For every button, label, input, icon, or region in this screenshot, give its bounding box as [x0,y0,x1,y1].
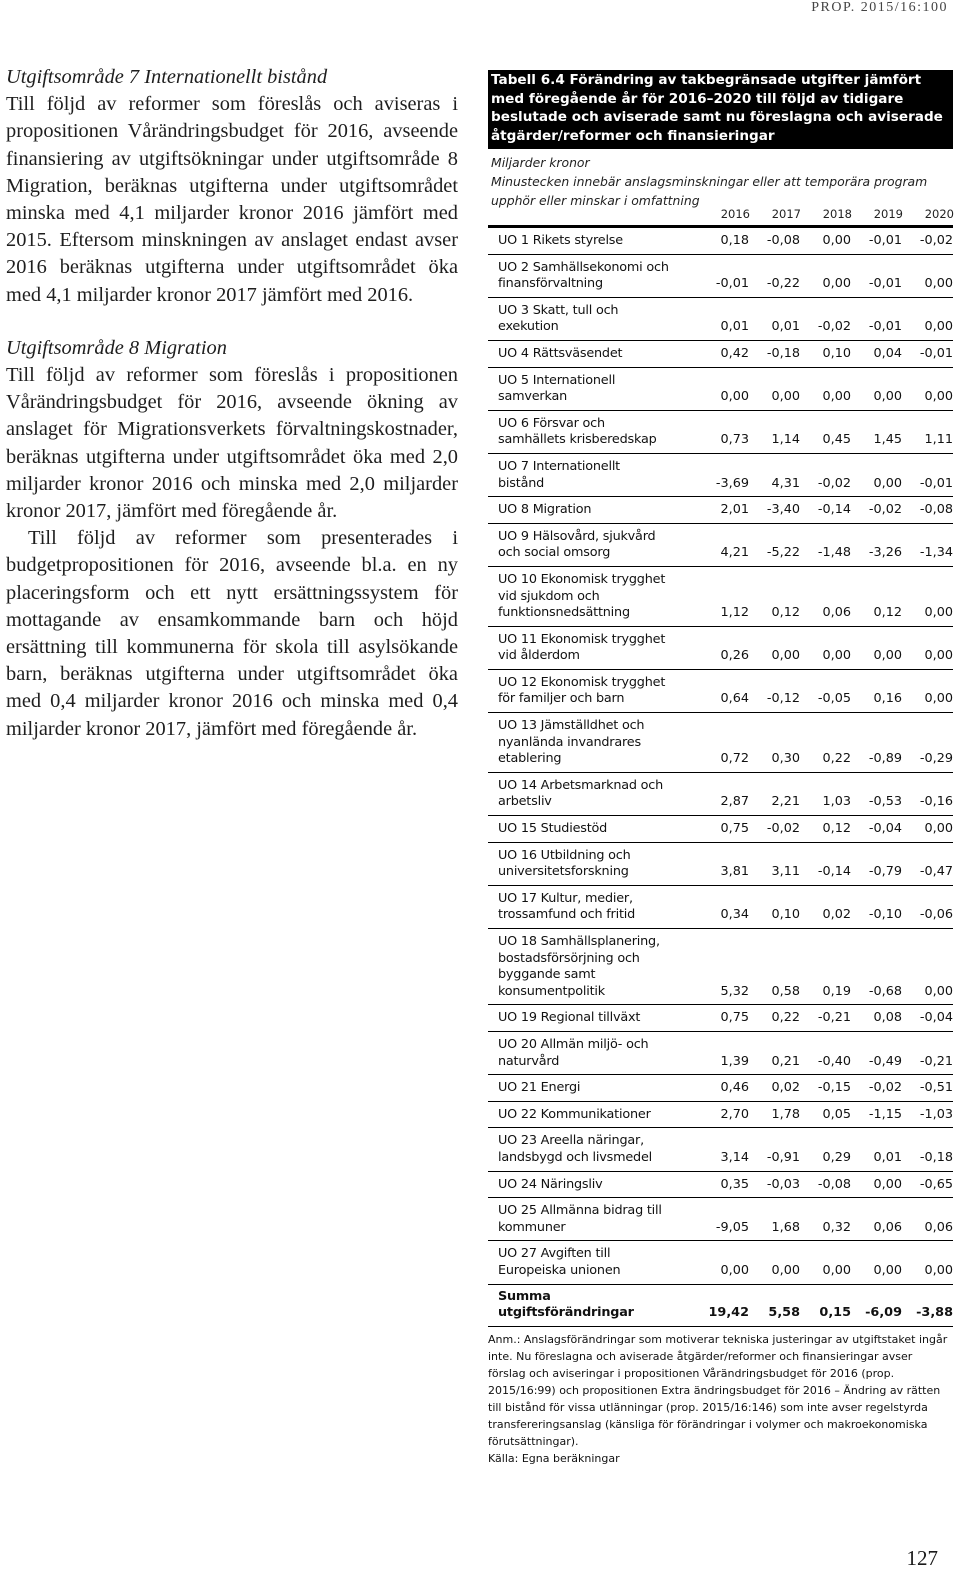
row-value: -0,22 [766,276,800,292]
row-value: 0,00 [822,1262,851,1278]
row-value: -0,02 [817,319,851,335]
row-value: -1,34 [919,545,953,561]
row-value: 3,81 [720,864,749,880]
row-value: 0,05 [822,1106,851,1122]
row-value: 0,42 [720,345,749,361]
row-value: 0,35 [720,1176,749,1192]
table-row [488,627,953,669]
row-value: -0,08 [919,502,953,518]
row-value: -0,12 [766,691,800,707]
row-label: UO 12 Ekonomisk trygghet för familjer och barn [498,674,666,707]
row-value: 1,39 [720,1053,749,1069]
table-row [488,368,953,410]
year-header: 2016 [720,207,750,221]
row-value: 0,12 [822,821,851,837]
row-value: -0,04 [868,821,902,837]
row-value: -3,26 [868,545,902,561]
row-value: 1,11 [924,432,953,448]
row-value: 0,30 [771,751,800,767]
row-value: -0,29 [919,751,953,767]
document-reference: PROP. 2015/16:100 [811,0,948,15]
row-value: 0,10 [822,345,851,361]
row-label: UO 6 Försvar och samhällets krisberedskap [498,415,657,448]
row-label: UO 21 Energi [498,1080,581,1096]
row-label: UO 11 Ekonomisk trygghet vid ålderdom [498,631,666,664]
paragraph-uo8-2: Till följd av reformer som presenterades i budgetpropositionen för 2016, avseende bl.a. en ny placeringsform och ett nytt ersättningssystem för mottagande av ensamkommande barn och höjd ersättning till kommunerna för skola till asylsökande barn, beräknas utgifterna under utgiftsområdet öka med 0,4 miljarder kronor 2016 och minska med 0,4 miljarder kronor 2017, jämfört med föregående år. [6,527,458,740]
table-unit: Miljarder kronor [491,155,590,170]
table-title: Tabell 6.4 Förändring av takbegränsade utgifter jämfört med föregående år för 2016–2020 till följd av tidigare beslutade och aviserade samt nu föreslagna och aviserade åtgärder/reformer och finansieringar [488,70,953,149]
table-bottom-rule [488,1326,953,1327]
row-value: -0,10 [868,907,902,923]
table-row [488,1241,953,1283]
row-value: 0,02 [822,907,851,923]
row-value: -0,02 [868,502,902,518]
row-value: 0,22 [822,751,851,767]
table-body [488,228,953,1326]
table-source: Källa: Egna beräkningar [488,1451,620,1465]
row-value: -0,01 [868,233,902,248]
row-value: -1,03 [919,1106,953,1122]
row-value: 0,01 [771,319,800,335]
row-value: 0,00 [924,389,953,405]
row-value: 0,00 [924,983,953,999]
table-row [488,816,953,842]
row-value: -5,22 [766,545,800,561]
table-row [488,454,953,496]
row-value: -0,40 [817,1053,851,1069]
row-label: Summa utgiftsförändringar [498,1288,634,1321]
year-header: 2020 [924,207,954,221]
row-value: 3,14 [720,1149,749,1165]
row-value: -0,21 [919,1053,953,1069]
row-value: 0,00 [771,648,800,664]
row-value: 1,78 [771,1106,800,1122]
row-value: 1,45 [873,432,902,448]
row-value: -0,79 [868,864,902,880]
row-value: -3,88 [916,1305,953,1321]
row-value: 0,00 [924,691,953,707]
table-row [488,524,953,566]
row-value: -0,14 [817,864,851,880]
row-value: -0,01 [919,345,953,361]
row-value: -0,65 [919,1176,953,1192]
row-value: 0,00 [873,1262,902,1278]
row-value: 0,00 [822,648,851,664]
row-value: -9,05 [715,1219,749,1235]
table-row [488,773,953,815]
row-value: -1,15 [868,1106,902,1122]
row-value: -0,53 [868,794,902,810]
row-value: 0,12 [873,605,902,621]
row-value: 0,15 [819,1305,851,1321]
row-value: 1,68 [771,1219,800,1235]
body-text-column [6,64,458,743]
row-value: 0,00 [873,1176,902,1192]
row-value: -0,05 [817,691,851,707]
paragraph-uo7: Till följd av reformer som föreslås och aviseras i propositionen Vårändringsbudget för 2016, avseende finansiering av utgiftsökningar under utgiftsområde 8 Migration, beräknas utgifterna under utgiftsområdet minska med 4,1 miljarder kronor 2016 jämfört med 2015. Eftersom minskningen av anslaget endast avser 2016 beräknas utgifterna under utgiftsområdet öka med 4,1 miljarder kronor 2017 jämfört med 2016. [6,93,458,306]
table-row [488,567,953,626]
row-value: 4,21 [720,545,749,561]
table-row [488,1102,953,1128]
table-row [488,1172,953,1198]
row-label: UO 18 Samhällsplanering, bostadsförsörjning och byggande samt konsumentpolitik [498,934,660,999]
row-value: 3,11 [771,864,800,880]
row-value: 0,06 [873,1219,902,1235]
row-value: 1,03 [822,794,851,810]
row-value: -0,16 [919,794,953,810]
row-value: 0,00 [822,276,851,292]
row-value: 19,42 [708,1305,749,1321]
row-value: -3,40 [766,502,800,518]
section-heading-uo8: Utgiftsområde 8 Migration [6,336,227,359]
row-value: 0,00 [924,648,953,664]
row-value: -0,18 [766,345,800,361]
row-value: 0,64 [720,691,749,707]
row-value: -0,06 [919,907,953,923]
table-row [488,1032,953,1074]
row-value: 1,14 [771,432,800,448]
year-header: 2017 [771,207,801,221]
table-row [488,713,953,772]
row-value: 0,00 [873,389,902,405]
row-label: UO 16 Utbildning och universitetsforskning [498,847,631,880]
row-value: 0,18 [720,233,749,248]
row-label: UO 8 Migration [498,502,592,518]
row-value: -0,01 [868,319,902,335]
row-label: UO 20 Allmän miljö- och naturvård [498,1036,649,1069]
row-value: -0,14 [817,502,851,518]
row-label: UO 7 Internationellt bistånd [498,458,620,491]
year-header: 2018 [822,207,852,221]
year-header: 2019 [873,207,903,221]
row-value: -0,91 [766,1149,800,1165]
row-value: 0,46 [720,1080,749,1096]
row-value: -0,02 [766,821,800,837]
row-label: UO 5 Internationell samverkan [498,372,616,405]
row-value: 0,10 [771,907,800,923]
table-row [488,1005,953,1031]
row-value: -0,89 [868,751,902,767]
row-value: 0,08 [873,1010,902,1026]
row-label: UO 10 Ekonomisk trygghet vid sjukdom och funktionsnedsättning [498,571,666,621]
row-value: 0,75 [720,1010,749,1026]
row-value: 0,06 [822,605,851,621]
row-value: -0,01 [715,276,749,292]
row-value: -0,02 [919,233,953,248]
table-row [488,255,953,297]
row-label: UO 14 Arbetsmarknad och arbetsliv [498,777,664,810]
row-label: UO 2 Samhällsekonomi och finansförvaltning [498,259,669,292]
row-label: UO 17 Kultur, medier, trossamfund och fritid [498,890,636,923]
page-number: 127 [906,1546,938,1570]
row-value: 0,21 [771,1053,800,1069]
row-value: 0,75 [720,821,749,837]
row-value: -0,01 [868,276,902,292]
row-value: -0,01 [919,475,953,491]
row-value: 0,00 [924,821,953,837]
row-value: 0,58 [771,983,800,999]
row-value: 0,34 [720,907,749,923]
row-value: 0,06 [924,1219,953,1235]
row-value: 0,02 [771,1080,800,1096]
row-value: -0,51 [919,1080,953,1096]
paragraph-uo8-1: Till följd av reformer som föreslås i propositionen Vårändringsbudget för 2016, avseende ökning av anslaget för Migrationsverkets förvaltningskostnader, beräknas utgifterna under utgiftsområdet öka med 2,0 miljarder kronor 2016 och minska med 2,0 miljarder kronor 2017, jämfört med föregående år. [6,364,458,523]
table-row [488,341,953,367]
table-row [488,929,953,1004]
row-label: UO 4 Rättsväsendet [498,345,623,361]
table-row [488,228,953,254]
table-row [488,497,953,523]
row-value: 0,32 [822,1219,851,1235]
row-value: 0,29 [822,1149,851,1165]
row-label: UO 9 Hälsovård, sjukvård och social omsorg [498,528,656,561]
table-year-header [488,207,953,221]
row-label: UO 19 Regional tillväxt [498,1010,641,1026]
table-column [488,70,953,1467]
row-value: 0,00 [822,389,851,405]
table-sign-note: Minustecken innebär anslagsminskningar eller att temporära program upphör eller minskar i omfattning [491,174,928,208]
row-value: 0,00 [924,1262,953,1278]
table-total-row [488,1285,953,1326]
row-value: 0,00 [822,233,851,248]
table-row [488,1128,953,1170]
row-value: -0,08 [766,233,800,248]
row-value: 0,45 [822,432,851,448]
row-value: -0,49 [868,1053,902,1069]
table-note: Anm.: Anslagsförändringar som motiverar tekniska justeringar av utgiftstaket ingår inte. Nu föreslagna och aviserade åtgärder/reformer och finansieringar avser förslag och aviseringar i propositionen Vårändringsbudget för 2016 (prop. 2015/16:99) och propositionen Extra ändringsbudget för 2016 – Ändring av rätten till bistånd för vissa utlänningar (prop. 2015/16:146) som inte avser regelstyrda transfereringsanslag (känsliga för förändringar i volymer och makroekonomiska förutsättningar). [488,1332,948,1448]
table-row [488,1198,953,1240]
row-label: UO 24 Näringsliv [498,1176,603,1192]
row-label: UO 15 Studiestöd [498,821,608,837]
row-value: 4,31 [771,475,800,491]
row-value: -0,02 [817,475,851,491]
row-label: UO 1 Rikets styrelse [498,233,623,248]
row-value: -3,69 [715,475,749,491]
row-value: 0,16 [873,691,902,707]
row-label: UO 13 Jämställdhet och nyanlända invandrares etablering [498,718,645,767]
row-value: 0,00 [720,1262,749,1278]
row-value: 2,70 [720,1106,749,1122]
row-value: 2,21 [771,794,800,810]
row-value: -6,09 [865,1305,902,1321]
row-value: 0,00 [720,389,749,405]
table-row [488,843,953,885]
row-value: -0,68 [868,983,902,999]
row-value: 0,01 [873,1149,902,1165]
row-value: 0,00 [924,605,953,621]
row-value: 0,00 [924,319,953,335]
row-value: 0,00 [771,389,800,405]
row-value: 0,26 [720,648,749,664]
row-value: 5,58 [768,1305,800,1321]
row-value: 0,01 [720,319,749,335]
row-value: -1,48 [817,545,851,561]
row-value: 5,32 [720,983,749,999]
row-value: -0,47 [919,864,953,880]
row-value: 0,04 [873,345,902,361]
row-value: 0,00 [873,648,902,664]
row-value: 0,19 [822,983,851,999]
row-value: 2,01 [720,502,749,518]
table-row [488,298,953,340]
row-value: 0,00 [771,1262,800,1278]
row-value: -0,15 [817,1080,851,1096]
row-value: 0,73 [720,432,749,448]
row-value: -0,08 [817,1176,851,1192]
row-label: UO 3 Skatt, tull och exekution [498,302,619,335]
table-row [488,886,953,928]
row-value: 0,22 [771,1010,800,1026]
row-value: 0,12 [771,605,800,621]
row-value: 0,72 [720,751,749,767]
row-value: -0,03 [766,1176,800,1192]
row-value: -0,21 [817,1010,851,1026]
table-row [488,1075,953,1101]
row-label: UO 23 Areella näringar, landsbygd och livsmedel [498,1133,652,1165]
row-value: -0,04 [919,1010,953,1026]
row-value: -0,02 [868,1080,902,1096]
row-value: 0,00 [873,475,902,491]
table-row [488,411,953,453]
row-value: 2,87 [720,794,749,810]
row-label: UO 25 Allmänna bidrag till kommuner [498,1203,662,1235]
row-label: UO 27 Avgiften till Europeiska unionen [498,1246,621,1278]
row-value: 1,12 [720,605,749,621]
row-value: -0,18 [919,1149,953,1165]
section-heading-uo7: Utgiftsområde 7 Internationellt bistånd [6,66,328,88]
table-row [488,670,953,712]
row-label: UO 22 Kommunikationer [498,1106,651,1122]
row-value: 0,00 [924,276,953,292]
